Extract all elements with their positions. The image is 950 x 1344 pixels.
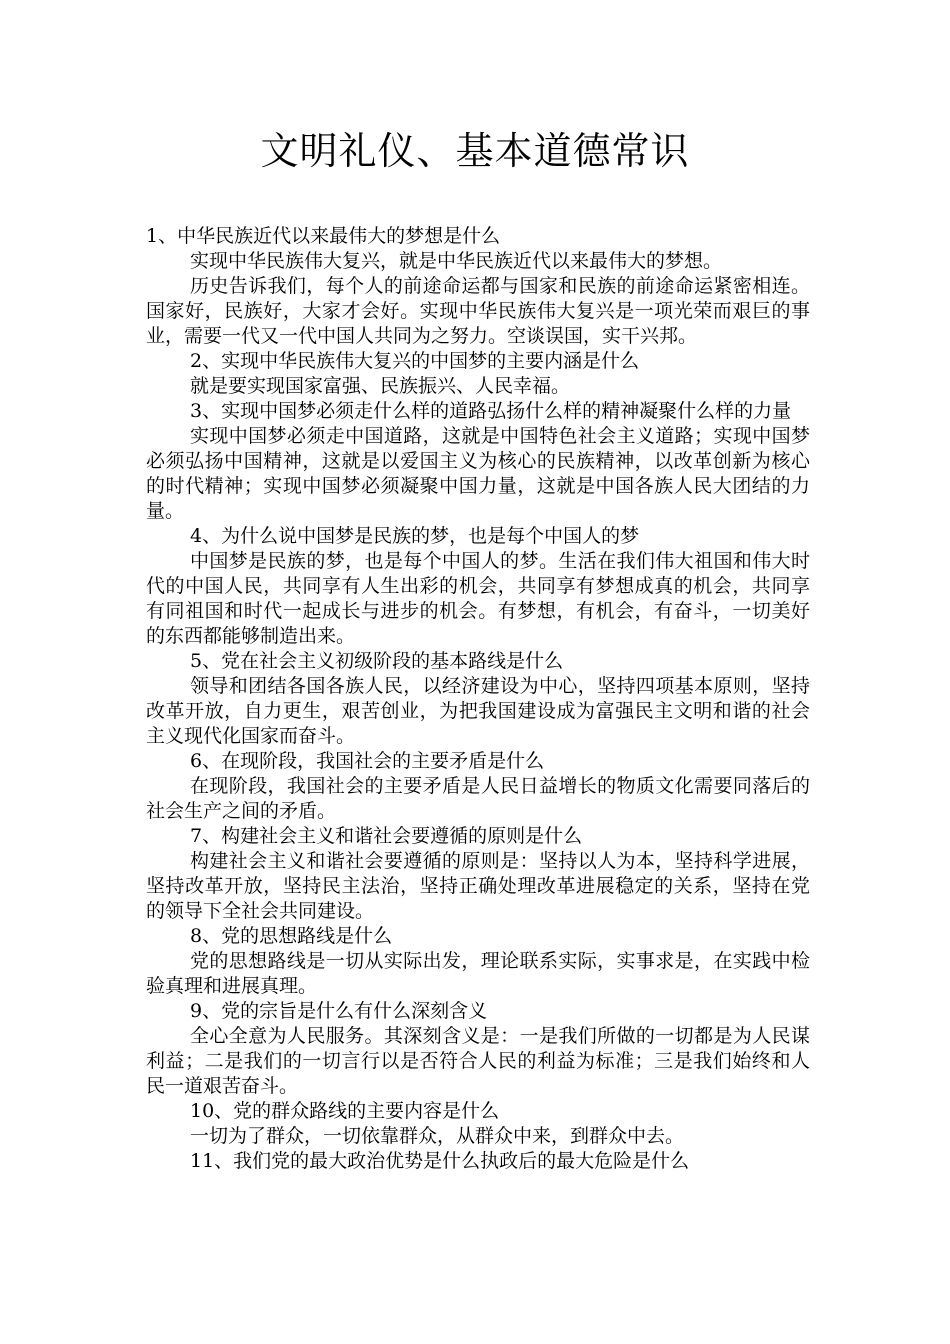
answer-7: 构建社会主义和谐社会要遵循的原则是：坚持以人为本，坚持科学进展，坚持改革开放，坚持民主法治，坚持正确处理改革进展稳定的关系，坚持在党的领导下全社会共同建设。 xyxy=(146,850,810,922)
question-10: 10、党的群众路线的主要内容是什么 xyxy=(190,1100,500,1122)
answer-6: 在现阶段，我国社会的主要矛盾是人民日益增长的物质文化需要同落后的社会生产之间的矛盾。 xyxy=(146,775,810,822)
answer-3: 实现中国梦必须走中国道路，这就是中国特色社会主义道路；实现中国梦必须弘扬中国精神，这就是以爱国主义为核心的民族精神，以改革创新为核心的时代精神；实现中国梦必须凝聚中国力量，这就是中国各族人民大团结的力量。 xyxy=(146,425,810,522)
document-title: 文明礼仪、基本道德常识 xyxy=(260,129,690,173)
question-4: 4、为什么说中国梦是民族的梦，也是每个中国人的梦 xyxy=(190,525,640,547)
question-5: 5、党在社会主义初级阶段的基本路线是什么 xyxy=(190,650,564,672)
document-body xyxy=(146,224,810,1174)
answer-8: 党的思想路线是一切从实际出发，理论联系实际，实事求是，在实践中检验真理和进展真理。 xyxy=(146,950,810,997)
question-6: 6、在现阶段，我国社会的主要矛盾是什么 xyxy=(190,750,545,772)
question-11: 11、我们党的最大政治优势是什么执政后的最大危险是什么 xyxy=(190,1150,690,1172)
answer-9: 全心全意为人民服务。其深刻含义是：一是我们所做的一切都是为人民谋利益；二是我们的一切言行以是否符合人民的利益为标准；三是我们始终和人民一道艰苦奋斗。 xyxy=(146,1025,810,1097)
question-3: 3、实现中国梦必须走什么样的道路弘扬什么样的精神凝聚什么样的力量 xyxy=(190,400,792,422)
question-2: 2、实现中华民族伟大复兴的中国梦的主要内涵是什么 xyxy=(190,350,640,372)
answer-5: 领导和团结各国各族人民，以经济建设为中心，坚持四项基本原则，坚持改革开放，自力更生，艰苦创业，为把我国建设成为富强民主文明和谐的社会主义现代化国家而奋斗。 xyxy=(146,675,810,747)
question-9: 9、党的宗旨是什么有什么深刻含义 xyxy=(190,1000,488,1022)
answer-1-detail: 历史告诉我们，每个人的前途命运都与国家和民族的前途命运紧密相连。国家好，民族好，大家才会好。实现中华民族伟大复兴是一项光荣而艰巨的事业，需要一代又一代中国人共同为之努力。空谈误国，实干兴邦。 xyxy=(146,275,810,347)
question-1: 1、中华民族近代以来最伟大的梦想是什么 xyxy=(146,225,501,247)
question-7: 7、构建社会主义和谐社会要遵循的原则是什么 xyxy=(190,825,583,847)
question-8: 8、党的思想路线是什么 xyxy=(190,925,393,947)
answer-2: 就是要实现国家富强、民族振兴、人民幸福。 xyxy=(190,375,571,397)
answer-10: 一切为了群众，一切依靠群众，从群众中来，到群众中去。 xyxy=(190,1125,685,1147)
answer-1: 实现中华民族伟大复兴，就是中华民族近代以来最伟大的梦想。 xyxy=(190,250,723,272)
answer-4: 中国梦是民族的梦，也是每个中国人的梦。生活在我们伟大祖国和伟大时代的中国人民，共同享有人生出彩的机会，共同享有梦想成真的机会，共同享有同祖国和时代一起成长与进步的机会。有梦想，有机会，有奋斗，一切美好的东西都能够制造出来。 xyxy=(146,550,810,647)
